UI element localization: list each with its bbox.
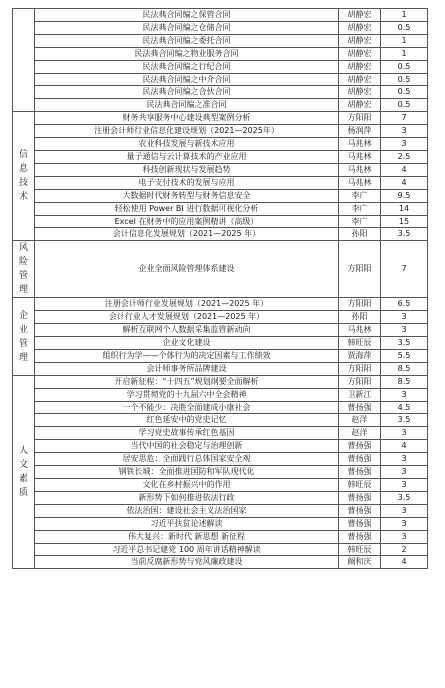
course-hours: 2 xyxy=(381,543,428,556)
table-row xyxy=(13,228,428,241)
table-row xyxy=(13,414,428,427)
course-hours: 7 xyxy=(381,241,428,298)
course-title: 企业文化建设 xyxy=(35,337,339,350)
category-cell xyxy=(13,112,35,241)
course-title: 组织行为学——个体行为的决定因素与工作绩效 xyxy=(35,349,339,362)
course-teacher: 韩旺辰 xyxy=(339,337,381,350)
course-hours: 1 xyxy=(381,34,428,47)
course-title: 会计师事务所品牌建设 xyxy=(35,362,339,375)
course-hours: 3 xyxy=(381,517,428,530)
category-label: 人文素质 xyxy=(18,446,28,499)
course-hours: 3 xyxy=(381,427,428,440)
course-teacher: 方阳阳 xyxy=(339,112,381,125)
course-title: 学习贯彻党的十九届六中全会精神 xyxy=(35,388,339,401)
course-teacher: 李广 xyxy=(339,215,381,228)
category-label: 风险管理 xyxy=(18,243,28,296)
course-hours: 3.5 xyxy=(381,337,428,350)
table-row xyxy=(13,427,428,440)
table-row xyxy=(13,362,428,375)
table-row xyxy=(13,241,428,298)
course-title: 财务共享服务中心建设典型案例分析 xyxy=(35,112,339,125)
table-row xyxy=(13,479,428,492)
course-hours: 0.5 xyxy=(381,86,428,99)
course-hours: 3 xyxy=(381,311,428,324)
category-label: 企业管理 xyxy=(18,310,28,363)
course-title: 开启新征程：“十四五”规划纲要全面解析 xyxy=(35,375,339,388)
course-title: 企业全面风险管理体系建设 xyxy=(35,241,339,298)
course-teacher: 曹扬强 xyxy=(339,401,381,414)
table-row xyxy=(13,60,428,73)
table-row xyxy=(13,163,428,176)
course-teacher: 马兆林 xyxy=(339,138,381,151)
course-title: 量子通信与云计算技术的产业应用 xyxy=(35,150,339,163)
course-hours: 3 xyxy=(381,530,428,543)
table-row xyxy=(13,202,428,215)
table-row xyxy=(13,453,428,466)
course-title: 注册会计师行业信息化建设规划（2021—2025年） xyxy=(35,125,339,138)
table-row xyxy=(13,215,428,228)
table-row xyxy=(13,440,428,453)
course-title: 大数据时代财务转型与财务信息安全 xyxy=(35,189,339,202)
table-row xyxy=(13,86,428,99)
course-title: 民法典合同编之物业服务合同 xyxy=(35,47,339,60)
course-teacher: 赵洋 xyxy=(339,414,381,427)
table-row xyxy=(13,189,428,202)
course-teacher: 曹扬强 xyxy=(339,504,381,517)
course-table-body xyxy=(13,9,428,569)
table-row xyxy=(13,349,428,362)
course-teacher: 曹扬强 xyxy=(339,466,381,479)
category-cell xyxy=(13,241,35,298)
table-row xyxy=(13,73,428,86)
table-row xyxy=(13,375,428,388)
course-title: 科技创新现状与发展趋势 xyxy=(35,163,339,176)
table-row xyxy=(13,466,428,479)
table-row xyxy=(13,311,428,324)
course-title: 依法治国：建设社会主义法治国家 xyxy=(35,504,339,517)
category-cell xyxy=(13,375,35,569)
course-teacher: 马兆林 xyxy=(339,176,381,189)
table-row xyxy=(13,324,428,337)
table-row xyxy=(13,99,428,112)
table-row xyxy=(13,112,428,125)
course-title: 红色延安中的党史记忆 xyxy=(35,414,339,427)
course-teacher: 马兆林 xyxy=(339,163,381,176)
course-hours: 4 xyxy=(381,440,428,453)
course-hours: 3 xyxy=(381,324,428,337)
course-title: 会计信息化发展规划（2021—2025 年） xyxy=(35,228,339,241)
course-title: 学习党史故事传承红色基因 xyxy=(35,427,339,440)
course-teacher: 胡静宏 xyxy=(339,34,381,47)
course-title: 钢铁长城：全面推进国防和军队现代化 xyxy=(35,466,339,479)
course-title: 民法典合同编之行纪合同 xyxy=(35,60,339,73)
course-title: Excel 在财务中的应用案例精讲（高级） xyxy=(35,215,339,228)
course-teacher: 曹扬强 xyxy=(339,530,381,543)
table-row xyxy=(13,34,428,47)
course-title: 民法典合同编之保管合同 xyxy=(35,9,339,22)
course-hours: 3 xyxy=(381,479,428,492)
course-teacher: 胡静宏 xyxy=(339,21,381,34)
course-title: 当代中国的社会稳定与治理创新 xyxy=(35,440,339,453)
table-row xyxy=(13,298,428,311)
course-title: 民法典合同编之仓储合同 xyxy=(35,21,339,34)
course-title: 居安思危：全面践行总体国家安全观 xyxy=(35,453,339,466)
course-hours: 3.5 xyxy=(381,491,428,504)
course-title: 民法典合同编之合伙合同 xyxy=(35,86,339,99)
table-row xyxy=(13,556,428,569)
table-row xyxy=(13,543,428,556)
course-teacher: 胡静宏 xyxy=(339,60,381,73)
course-title: 会计行业人才发展规划（2021—2025 年） xyxy=(35,311,339,324)
course-hours: 0.5 xyxy=(381,99,428,112)
course-title: 农业科技发展与新技术应用 xyxy=(35,138,339,151)
course-teacher: 贾海萍 xyxy=(339,349,381,362)
category-label: 信息技术 xyxy=(18,150,28,203)
course-hours: 15 xyxy=(381,215,428,228)
course-teacher: 胡静宏 xyxy=(339,73,381,86)
course-title: 伟大复兴：新时代 新思想 新征程 xyxy=(35,530,339,543)
course-title: 一个不能少：决胜全面建成小康社会 xyxy=(35,401,339,414)
course-hours: 9.5 xyxy=(381,189,428,202)
course-title: 解析互联网个人数据采集监管新动向 xyxy=(35,324,339,337)
course-teacher: 韩旺辰 xyxy=(339,543,381,556)
course-hours: 6.5 xyxy=(381,298,428,311)
course-teacher: 曹扬强 xyxy=(339,517,381,530)
course-hours: 1 xyxy=(381,9,428,22)
table-row xyxy=(13,150,428,163)
course-teacher: 曹扬强 xyxy=(339,453,381,466)
table-row xyxy=(13,491,428,504)
course-title: 新形势下如何推进依法行政 xyxy=(35,491,339,504)
course-hours: 3 xyxy=(381,138,428,151)
course-title: 民法典合同编之中介合同 xyxy=(35,73,339,86)
table-row xyxy=(13,176,428,189)
course-hours: 8.5 xyxy=(381,375,428,388)
course-teacher: 韩旺辰 xyxy=(339,479,381,492)
course-title: 电子支付技术的发展与应用 xyxy=(35,176,339,189)
course-teacher: 方阳阳 xyxy=(339,375,381,388)
course-hours: 4 xyxy=(381,176,428,189)
course-teacher: 胡静宏 xyxy=(339,86,381,99)
course-title: 当前反腐新形势与党风廉政建设 xyxy=(35,556,339,569)
course-title: 习近平扶贫论述解读 xyxy=(35,517,339,530)
course-teacher: 方阳阳 xyxy=(339,362,381,375)
table-row xyxy=(13,47,428,60)
course-teacher: 方阳阳 xyxy=(339,298,381,311)
course-title: 习近平总书记建党 100 周年讲话精神解读 xyxy=(35,543,339,556)
course-hours: 0.5 xyxy=(381,21,428,34)
course-teacher: 阚和庆 xyxy=(339,556,381,569)
course-teacher: 曹扬强 xyxy=(339,440,381,453)
course-teacher: 李广 xyxy=(339,202,381,215)
course-teacher: 李广 xyxy=(339,189,381,202)
course-hours: 3 xyxy=(381,388,428,401)
table-row xyxy=(13,138,428,151)
course-teacher: 赵洋 xyxy=(339,427,381,440)
course-title: 民法典合同编之准合同 xyxy=(35,99,339,112)
course-hours: 4.5 xyxy=(381,401,428,414)
course-hours: 14 xyxy=(381,202,428,215)
table-row xyxy=(13,504,428,517)
course-hours: 4 xyxy=(381,163,428,176)
course-hours: 0.5 xyxy=(381,60,428,73)
course-title: 民法典合同编之委托合同 xyxy=(35,34,339,47)
table-row xyxy=(13,388,428,401)
table-row xyxy=(13,337,428,350)
course-hours: 8.5 xyxy=(381,362,428,375)
course-teacher: 胡静宏 xyxy=(339,99,381,112)
course-table xyxy=(12,8,428,569)
course-hours: 1 xyxy=(381,47,428,60)
course-teacher: 曹扬强 xyxy=(339,491,381,504)
course-hours: 2.5 xyxy=(381,150,428,163)
course-hours: 3.5 xyxy=(381,414,428,427)
course-teacher: 杨润萍 xyxy=(339,125,381,138)
course-hours: 3 xyxy=(381,453,428,466)
course-hours: 3 xyxy=(381,504,428,517)
course-title: 轻松使用 Power BI 进行数据可视化分析 xyxy=(35,202,339,215)
course-teacher: 胡静宏 xyxy=(339,47,381,60)
course-teacher: 方阳阳 xyxy=(339,241,381,298)
course-teacher: 孙阳 xyxy=(339,228,381,241)
table-row xyxy=(13,530,428,543)
course-teacher: 卫新江 xyxy=(339,388,381,401)
table-row xyxy=(13,401,428,414)
course-hours: 7 xyxy=(381,112,428,125)
course-hours: 3.5 xyxy=(381,228,428,241)
course-hours: 3 xyxy=(381,125,428,138)
course-teacher: 孙阳 xyxy=(339,311,381,324)
course-teacher: 马兆林 xyxy=(339,150,381,163)
table-row xyxy=(13,9,428,22)
course-hours: 4 xyxy=(381,556,428,569)
course-teacher: 马兆林 xyxy=(339,324,381,337)
category-cell-blank xyxy=(13,9,35,112)
course-title: 注册会计师行业发展规划（2021—2025 年） xyxy=(35,298,339,311)
course-teacher: 胡静宏 xyxy=(339,9,381,22)
course-title: 文化在乡村振兴中的作用 xyxy=(35,479,339,492)
category-cell xyxy=(13,298,35,375)
course-hours: 3 xyxy=(381,466,428,479)
course-hours: 0.5 xyxy=(381,73,428,86)
table-row xyxy=(13,21,428,34)
course-hours: 5.5 xyxy=(381,349,428,362)
table-row xyxy=(13,517,428,530)
table-row xyxy=(13,125,428,138)
